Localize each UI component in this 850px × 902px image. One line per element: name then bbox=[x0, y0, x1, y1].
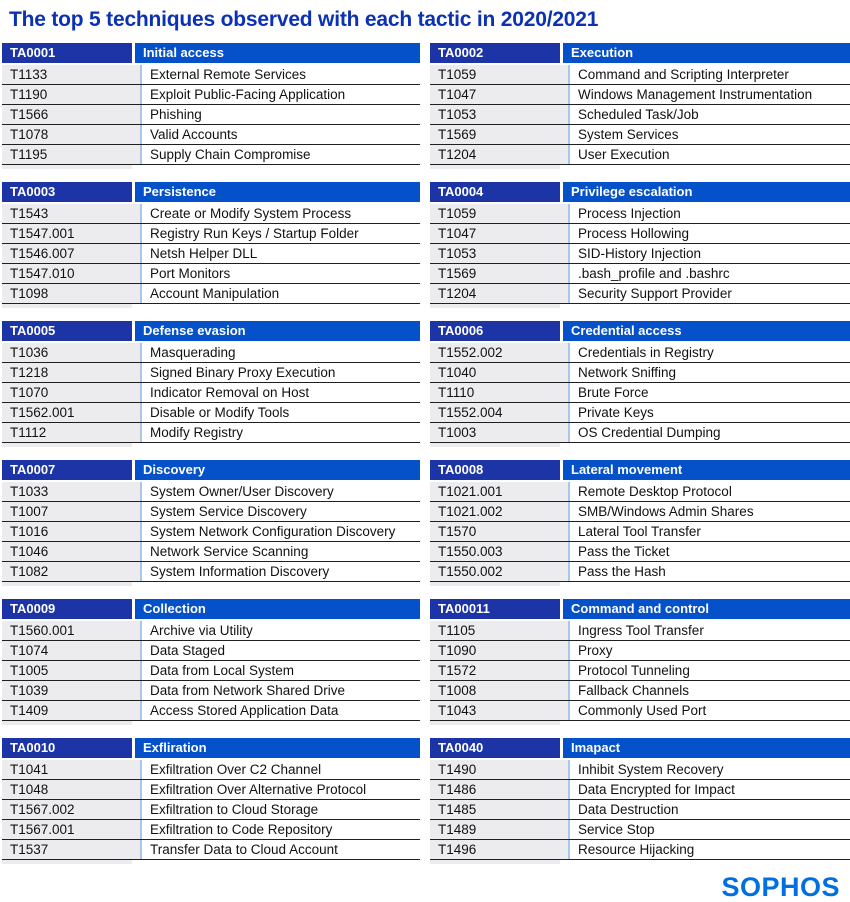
technique-row bbox=[2, 800, 420, 820]
technique-id: T1047 bbox=[430, 224, 570, 243]
technique-row bbox=[2, 244, 420, 264]
tactic-table bbox=[430, 460, 850, 586]
tactic-name: Discovery bbox=[135, 460, 420, 480]
technique-row bbox=[430, 65, 850, 85]
technique-id: T1546.007 bbox=[2, 244, 142, 263]
technique-row bbox=[430, 661, 850, 681]
technique-row bbox=[430, 85, 850, 105]
tactic-name: Privilege escalation bbox=[563, 182, 850, 202]
tactic-table bbox=[2, 599, 420, 725]
technique-row bbox=[430, 145, 850, 165]
technique-row bbox=[430, 562, 850, 582]
technique-name: Exfiltration to Cloud Storage bbox=[150, 802, 319, 817]
technique-row bbox=[430, 542, 850, 562]
technique-row bbox=[430, 800, 850, 820]
sophos-logo: SOPHOS bbox=[721, 872, 840, 902]
technique-id: T1098 bbox=[2, 284, 142, 303]
tactic-name: Execution bbox=[563, 43, 850, 63]
technique-name: Port Monitors bbox=[150, 266, 231, 281]
technique-id: T1204 bbox=[430, 284, 570, 303]
technique-row bbox=[2, 482, 420, 502]
technique-name: Data from Network Shared Drive bbox=[150, 683, 346, 698]
technique-id: T1567.001 bbox=[2, 820, 142, 839]
tactic-name: Lateral movement bbox=[563, 460, 850, 480]
technique-name: Pass the Hash bbox=[578, 564, 666, 579]
technique-list bbox=[2, 343, 420, 443]
tactic-header bbox=[2, 460, 420, 480]
tactic-table bbox=[2, 460, 420, 586]
id-column-stub bbox=[2, 165, 132, 169]
id-column-stub bbox=[2, 443, 132, 447]
technique-list bbox=[2, 482, 420, 582]
technique-row bbox=[2, 105, 420, 125]
technique-row bbox=[2, 621, 420, 641]
technique-id: T1033 bbox=[2, 482, 142, 501]
technique-row bbox=[2, 383, 420, 403]
technique-row bbox=[430, 403, 850, 423]
technique-row bbox=[430, 681, 850, 701]
tactic-id: TA0007 bbox=[2, 460, 132, 480]
technique-id: T1560.001 bbox=[2, 621, 142, 640]
tactic-name: Credential access bbox=[563, 321, 850, 341]
technique-name: Proxy bbox=[578, 643, 613, 658]
technique-row bbox=[2, 125, 420, 145]
technique-list bbox=[430, 482, 850, 582]
technique-row bbox=[2, 701, 420, 721]
technique-name: Data Destruction bbox=[578, 802, 679, 817]
technique-name: Netsh Helper DLL bbox=[150, 246, 258, 261]
technique-id: T1036 bbox=[2, 343, 142, 362]
tactic-id: TA0004 bbox=[430, 182, 560, 202]
technique-list bbox=[430, 204, 850, 304]
id-column-stub bbox=[430, 165, 560, 169]
technique-name: Exploit Public-Facing Application bbox=[150, 87, 346, 102]
technique-id: T1570 bbox=[430, 522, 570, 541]
technique-row bbox=[430, 363, 850, 383]
technique-name: Phishing bbox=[150, 107, 202, 122]
id-column-stub bbox=[430, 721, 560, 725]
technique-name: Archive via Utility bbox=[150, 623, 253, 638]
technique-name: Signed Binary Proxy Execution bbox=[150, 365, 336, 380]
technique-list bbox=[2, 621, 420, 721]
technique-name: Access Stored Application Data bbox=[150, 703, 339, 718]
technique-list bbox=[2, 65, 420, 165]
technique-id: T1195 bbox=[2, 145, 142, 164]
technique-id: T1547.001 bbox=[2, 224, 142, 243]
technique-row bbox=[2, 65, 420, 85]
technique-row bbox=[2, 403, 420, 423]
technique-id: T1021.002 bbox=[430, 502, 570, 521]
technique-id: T1547.010 bbox=[2, 264, 142, 283]
footer bbox=[2, 864, 850, 901]
technique-id: T1005 bbox=[2, 661, 142, 680]
technique-id: T1569 bbox=[430, 125, 570, 144]
technique-name: System Owner/User Discovery bbox=[150, 484, 334, 499]
technique-name: Security Support Provider bbox=[578, 286, 732, 301]
technique-id: T1567.002 bbox=[2, 800, 142, 819]
technique-name: Ingress Tool Transfer bbox=[578, 623, 704, 638]
technique-row bbox=[430, 343, 850, 363]
technique-row bbox=[2, 224, 420, 244]
page-title: The top 5 techniques observed with each tactic in 2020/2021 bbox=[9, 8, 599, 31]
technique-name: User Execution bbox=[578, 147, 670, 162]
technique-name: .bash_profile and .bashrc bbox=[578, 266, 730, 281]
technique-row bbox=[430, 641, 850, 661]
tactic-name: Initial access bbox=[135, 43, 420, 63]
tactic-id: TA0006 bbox=[430, 321, 560, 341]
tactic-header bbox=[430, 321, 850, 341]
technique-row bbox=[430, 820, 850, 840]
technique-id: T1053 bbox=[430, 244, 570, 263]
technique-name: Account Manipulation bbox=[150, 286, 280, 301]
tactic-id: TA0008 bbox=[430, 460, 560, 480]
technique-row bbox=[430, 204, 850, 224]
technique-id: T1016 bbox=[2, 522, 142, 541]
technique-row bbox=[2, 661, 420, 681]
technique-id: T1550.002 bbox=[430, 562, 570, 581]
technique-id: T1053 bbox=[430, 105, 570, 124]
technique-name: Exfiltration Over C2 Channel bbox=[150, 762, 322, 777]
technique-name: Indicator Removal on Host bbox=[150, 385, 310, 400]
tactic-table bbox=[2, 182, 420, 308]
technique-list bbox=[430, 343, 850, 443]
tactic-header bbox=[430, 599, 850, 619]
technique-id: T1110 bbox=[430, 383, 570, 402]
technique-row bbox=[2, 85, 420, 105]
technique-name: Create or Modify System Process bbox=[150, 206, 352, 221]
technique-id: T1572 bbox=[430, 661, 570, 680]
technique-id: T1552.002 bbox=[430, 343, 570, 362]
technique-name: Data from Local System bbox=[150, 663, 295, 678]
tactic-header bbox=[430, 182, 850, 202]
tactic-id: TA0001 bbox=[2, 43, 132, 63]
technique-id: T1078 bbox=[2, 125, 142, 144]
technique-name: SMB/Windows Admin Shares bbox=[578, 504, 754, 519]
technique-row bbox=[430, 125, 850, 145]
technique-id: T1562.001 bbox=[2, 403, 142, 422]
tactic-name: Imapact bbox=[563, 738, 850, 758]
technique-name: Supply Chain Compromise bbox=[150, 147, 311, 162]
technique-id: T1090 bbox=[430, 641, 570, 660]
technique-list bbox=[430, 621, 850, 721]
tactic-table bbox=[2, 321, 420, 447]
tactic-header bbox=[430, 738, 850, 758]
technique-id: T1409 bbox=[2, 701, 142, 720]
tactic-header bbox=[430, 43, 850, 63]
technique-row bbox=[430, 224, 850, 244]
technique-row bbox=[2, 780, 420, 800]
tactic-id: TA0002 bbox=[430, 43, 560, 63]
technique-list bbox=[2, 204, 420, 304]
technique-row bbox=[430, 780, 850, 800]
technique-id: T1218 bbox=[2, 363, 142, 382]
technique-row bbox=[430, 701, 850, 721]
technique-name: Protocol Tunneling bbox=[578, 663, 690, 678]
technique-row bbox=[2, 204, 420, 224]
technique-id: T1485 bbox=[430, 800, 570, 819]
technique-name: Resource Hijacking bbox=[578, 842, 695, 857]
technique-row bbox=[2, 264, 420, 284]
technique-id: T1008 bbox=[430, 681, 570, 700]
technique-row bbox=[430, 423, 850, 443]
id-column-stub bbox=[2, 304, 132, 308]
technique-id: T1059 bbox=[430, 204, 570, 223]
tactic-name: Defense evasion bbox=[135, 321, 420, 341]
technique-name: Network Sniffing bbox=[578, 365, 677, 380]
technique-id: T1133 bbox=[2, 65, 142, 84]
technique-name: Windows Management Instrumentation bbox=[578, 87, 813, 102]
tactic-name: Persistence bbox=[135, 182, 420, 202]
technique-name: Service Stop bbox=[578, 822, 655, 837]
tactic-id: TA0003 bbox=[2, 182, 132, 202]
id-column-stub bbox=[430, 304, 560, 308]
technique-name: System Network Configuration Discovery bbox=[150, 524, 396, 539]
tactic-table bbox=[430, 599, 850, 725]
technique-list bbox=[2, 760, 420, 860]
technique-id: T1486 bbox=[430, 780, 570, 799]
technique-row bbox=[2, 562, 420, 582]
technique-row bbox=[430, 383, 850, 403]
tactic-table bbox=[430, 43, 850, 169]
id-column-stub bbox=[430, 582, 560, 586]
technique-id: T1566 bbox=[2, 105, 142, 124]
technique-list bbox=[430, 760, 850, 860]
tactics-grid bbox=[2, 43, 850, 864]
technique-name: Remote Desktop Protocol bbox=[578, 484, 732, 499]
technique-row bbox=[430, 522, 850, 542]
tactic-name: Command and control bbox=[563, 599, 850, 619]
technique-name: Disable or Modify Tools bbox=[150, 405, 290, 420]
technique-name: Data Staged bbox=[150, 643, 226, 658]
id-column-stub bbox=[430, 443, 560, 447]
technique-name: OS Credential Dumping bbox=[578, 425, 721, 440]
technique-name: Fallback Channels bbox=[578, 683, 690, 698]
tactic-header bbox=[2, 43, 420, 63]
technique-id: T1039 bbox=[2, 681, 142, 700]
technique-row bbox=[2, 760, 420, 780]
technique-name: Command and Scripting Interpreter bbox=[578, 67, 789, 82]
technique-list bbox=[430, 65, 850, 165]
technique-id: T1112 bbox=[2, 423, 142, 442]
technique-row bbox=[2, 820, 420, 840]
technique-row bbox=[430, 244, 850, 264]
technique-id: T1489 bbox=[430, 820, 570, 839]
technique-id: T1552.004 bbox=[430, 403, 570, 422]
technique-name: System Information Discovery bbox=[150, 564, 330, 579]
tactic-id: TA0009 bbox=[2, 599, 132, 619]
technique-id: T1082 bbox=[2, 562, 142, 581]
tactic-header bbox=[2, 321, 420, 341]
technique-row bbox=[2, 522, 420, 542]
technique-row bbox=[430, 482, 850, 502]
technique-id: T1046 bbox=[2, 542, 142, 561]
tactic-id: TA00011 bbox=[430, 599, 560, 619]
technique-id: T1074 bbox=[2, 641, 142, 660]
technique-id: T1048 bbox=[2, 780, 142, 799]
technique-id: T1041 bbox=[2, 760, 142, 779]
technique-row bbox=[2, 542, 420, 562]
technique-row bbox=[2, 145, 420, 165]
technique-row bbox=[2, 423, 420, 443]
technique-id: T1105 bbox=[430, 621, 570, 640]
technique-id: T1043 bbox=[430, 701, 570, 720]
technique-name: Registry Run Keys / Startup Folder bbox=[150, 226, 359, 241]
technique-name: Exfiltration to Code Repository bbox=[150, 822, 333, 837]
tactic-id: TA0010 bbox=[2, 738, 132, 758]
technique-name: Valid Accounts bbox=[150, 127, 238, 142]
technique-row bbox=[430, 105, 850, 125]
technique-name: External Remote Services bbox=[150, 67, 307, 82]
id-column-stub bbox=[2, 721, 132, 725]
tactic-table bbox=[2, 738, 420, 864]
technique-row bbox=[2, 502, 420, 522]
technique-name: Process Hollowing bbox=[578, 226, 690, 241]
technique-name: Brute Force bbox=[578, 385, 649, 400]
technique-name: Commonly Used Port bbox=[578, 703, 707, 718]
technique-row bbox=[430, 840, 850, 860]
technique-name: Masquerading bbox=[150, 345, 236, 360]
technique-name: System Service Discovery bbox=[150, 504, 307, 519]
technique-row bbox=[430, 760, 850, 780]
technique-id: T1569 bbox=[430, 264, 570, 283]
id-column-stub bbox=[2, 582, 132, 586]
technique-id: T1550.003 bbox=[430, 542, 570, 561]
technique-id: T1190 bbox=[2, 85, 142, 104]
technique-id: T1537 bbox=[2, 840, 142, 859]
technique-row bbox=[430, 621, 850, 641]
tactic-table bbox=[430, 182, 850, 308]
tactic-table bbox=[430, 321, 850, 447]
technique-name: System Services bbox=[578, 127, 679, 142]
tactic-header bbox=[2, 599, 420, 619]
technique-id: T1007 bbox=[2, 502, 142, 521]
tactic-header bbox=[2, 738, 420, 758]
technique-name: Network Service Scanning bbox=[150, 544, 309, 559]
technique-id: T1204 bbox=[430, 145, 570, 164]
technique-row bbox=[430, 264, 850, 284]
technique-id: T1490 bbox=[430, 760, 570, 779]
technique-row bbox=[2, 363, 420, 383]
technique-id: T1040 bbox=[430, 363, 570, 382]
technique-name: Modify Registry bbox=[150, 425, 244, 440]
tactic-id: TA0040 bbox=[430, 738, 560, 758]
tactic-header bbox=[2, 182, 420, 202]
id-column-stub bbox=[430, 860, 560, 864]
tactic-name: Exfliration bbox=[135, 738, 420, 758]
id-column-stub bbox=[2, 860, 132, 864]
technique-row bbox=[2, 343, 420, 363]
technique-name: Inhibit System Recovery bbox=[578, 762, 724, 777]
technique-id: T1059 bbox=[430, 65, 570, 84]
technique-row bbox=[430, 502, 850, 522]
tactic-table bbox=[2, 43, 420, 169]
technique-row bbox=[2, 681, 420, 701]
technique-id: T1496 bbox=[430, 840, 570, 859]
tactic-name: Collection bbox=[135, 599, 420, 619]
technique-name: Credentials in Registry bbox=[578, 345, 714, 360]
technique-name: Private Keys bbox=[578, 405, 654, 420]
technique-row bbox=[2, 284, 420, 304]
technique-name: Pass the Ticket bbox=[578, 544, 670, 559]
technique-id: T1003 bbox=[430, 423, 570, 442]
technique-name: Lateral Tool Transfer bbox=[578, 524, 701, 539]
tactic-header bbox=[430, 460, 850, 480]
technique-row bbox=[2, 840, 420, 860]
technique-row bbox=[2, 641, 420, 661]
technique-name: SID-History Injection bbox=[578, 246, 702, 261]
technique-row bbox=[430, 284, 850, 304]
tactic-id: TA0005 bbox=[2, 321, 132, 341]
technique-name: Process Injection bbox=[578, 206, 681, 221]
technique-name: Data Encrypted for Impact bbox=[578, 782, 735, 797]
technique-id: T1021.001 bbox=[430, 482, 570, 501]
technique-id: T1543 bbox=[2, 204, 142, 223]
technique-id: T1070 bbox=[2, 383, 142, 402]
technique-id: T1047 bbox=[430, 85, 570, 104]
tactic-table bbox=[430, 738, 850, 864]
technique-name: Scheduled Task/Job bbox=[578, 107, 699, 122]
technique-name: Exfiltration Over Alternative Protocol bbox=[150, 782, 367, 797]
technique-name: Transfer Data to Cloud Account bbox=[150, 842, 338, 857]
